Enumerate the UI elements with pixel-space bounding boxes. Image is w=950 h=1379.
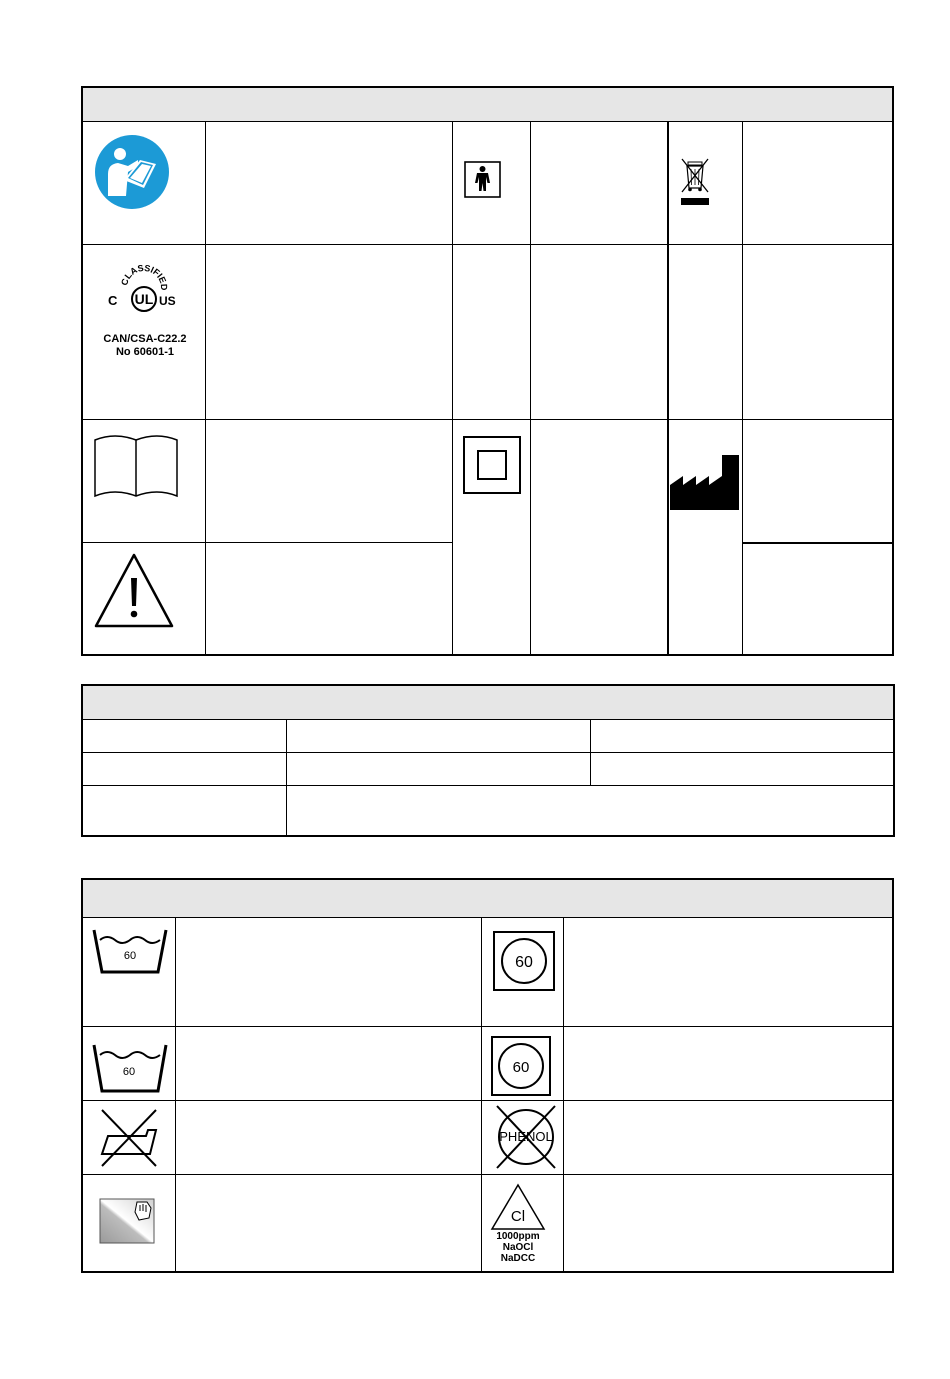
wash-temp-1-text: 60: [123, 950, 137, 962]
care-table-header: [83, 880, 892, 918]
wash-temp-2-text: 60: [122, 1066, 136, 1078]
no-phenol-icon: [495, 1104, 557, 1170]
class-ii-equipment-icon: [463, 436, 521, 494]
warning-triangle-icon: [94, 552, 174, 628]
chlorine-line1: 1000ppm: [496, 1231, 540, 1242]
dry-temp-2-text: 60: [512, 1059, 530, 1076]
ul-left-c: C: [108, 293, 118, 308]
tumble-dry-60-low-icon: [490, 1035, 552, 1097]
symbols-table-header: [83, 88, 892, 122]
chlorine-line2: NaOCl: [502, 1242, 534, 1253]
ul-top-arc-text: CLASSIFIED: [119, 262, 170, 291]
manufacturer-icon: [670, 455, 739, 510]
ul-center-text: UL: [134, 291, 154, 307]
chlorine-line3: NaDCC: [500, 1253, 536, 1264]
chlorine-allowed-icon: [490, 1183, 546, 1231]
read-instructions-icon: [94, 134, 170, 210]
phenol-label-text: PHENOL: [499, 1129, 553, 1144]
weee-crossed-bin-icon: [679, 156, 711, 208]
ul-right-us: US: [159, 294, 176, 308]
wash-60-gentle-icon: [92, 1043, 168, 1095]
wash-60-icon: [92, 928, 168, 974]
ul-standard-line2: No 60601-1: [115, 346, 175, 358]
consult-manual-icon: [93, 430, 179, 500]
ul-classified-mark-icon: [97, 252, 191, 314]
chlorine-symbol-text: Cl: [510, 1208, 526, 1225]
tumble-dry-60-icon: [492, 930, 556, 992]
dry-temp-1-text: 60: [515, 954, 533, 971]
ul-standard-line1: CAN/CSA-C22.2: [103, 333, 187, 345]
type-bf-applied-part-icon: [464, 161, 501, 198]
do-not-iron-icon: [98, 1106, 160, 1168]
info-table-header: [83, 686, 893, 720]
care-table: [81, 878, 894, 1273]
wipe-clean-icon: [99, 1198, 155, 1244]
